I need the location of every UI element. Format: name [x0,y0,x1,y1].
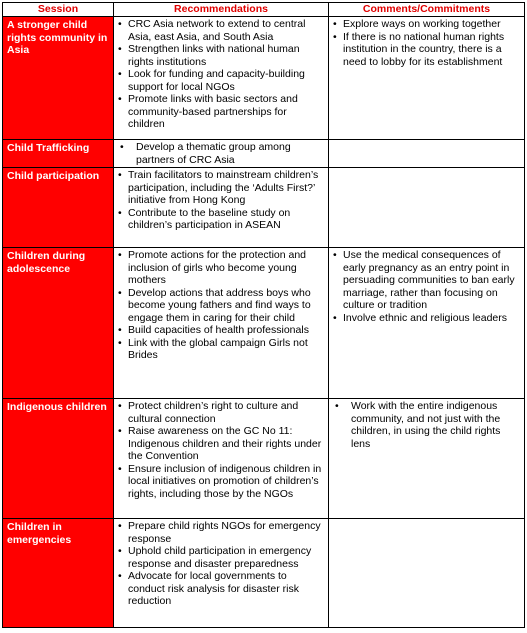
recommendation-item: • Advocate for local governments to conduct risk analysis for disaster risk reduction [114,570,326,608]
table-row [3,248,525,399]
recommendations-cell [114,140,329,168]
recommendations-cell [114,168,329,248]
comments-cell [329,519,525,628]
header-row [3,3,525,17]
comments-cell [329,248,525,399]
recommendations-list [114,399,328,501]
session-cell: Indigenous children [3,399,114,519]
recommendation-item: • Link with the global campaign Girls not Brides [114,337,326,362]
recommendation-item: • Promote links with basic sectors and community-based partnerships for children [114,93,326,131]
recommendation-item: • Protect children’s right to culture and cultural connection [114,400,326,425]
recommendation-item: • Look for funding and capacity-building support for local NGOs [114,68,326,93]
recommendations-cell [114,248,329,399]
comments-cell [329,140,525,168]
session-cell: A stronger child rights community in Asia [3,17,114,140]
recommendation-item: • Develop actions that address boys who become young fathers and find ways to engage them in caring for their child [114,287,326,325]
comment-item: • Involve ethnic and religious leaders [329,312,522,325]
recommendations-list [114,248,328,363]
header-comments: Comments/Commitments [329,3,525,17]
table-row [3,519,525,628]
comment-item: • Explore ways on working together [329,18,522,31]
table-row [3,399,525,519]
recommendation-item: • Uphold child participation in emergency response and disaster preparedness [114,545,326,570]
recommendation-item: • Ensure inclusion of indigenous children in local initiatives on promotion of children’s rights, including those by the NGOs [114,463,326,501]
recommendations-list [114,17,328,132]
comments-cell [329,17,525,140]
table-row [3,140,525,168]
sessions-table [2,2,525,628]
recommendation-item: • CRC Asia network to extend to central Asia, east Asia, and South Asia [114,18,326,43]
comments-cell [329,168,525,248]
recommendation-item: • Promote actions for the protection and inclusion of girls who become young mothers [114,249,326,287]
header-recommendations: Recommendations [114,3,329,17]
recommendation-item: • Contribute to the baseline study on children’s participation in ASEAN [114,207,326,232]
comments-cell [329,399,525,519]
table-row [3,168,525,248]
recommendations-cell [114,17,329,140]
recommendations-cell [114,399,329,519]
session-cell: Children during adolescence [3,248,114,399]
recommendations-list [114,168,328,233]
recommendation-item: • Develop a thematic group among partners of CRC Asia [114,141,326,166]
recommendation-item: • Build capacities of health professionals [114,324,326,337]
session-cell: Child participation [3,168,114,248]
recommendations-list [114,519,328,609]
recommendations-list [114,140,328,167]
recommendation-item: • Train facilitators to mainstream children’s participation, including the ‘Adults First?’ initiative from Hong Kong [114,169,326,207]
comments-list [329,399,524,451]
comment-item: • If there is no national human rights institution in the country, there is a need to lobby for its establishment [329,31,522,69]
comments-list [329,248,524,325]
recommendation-item: • Raise awareness on the GC No 11: Indigenous children and their rights under the Convention [114,425,326,463]
session-cell: Child Trafficking [3,140,114,168]
comment-item: • Work with the entire indigenous community, and not just with the children, in using the child rights lens [329,400,522,450]
session-cell: Children in emergencies [3,519,114,628]
recommendation-item: • Prepare child rights NGOs for emergency response [114,520,326,545]
table-row [3,17,525,140]
comments-list [329,17,524,69]
recommendation-item: • Strengthen links with national human rights institutions [114,43,326,68]
comment-item: • Use the medical consequences of early pregnancy as an entry point in persuading communities to ban early marriage, rather than focusing on culture or tradition [329,249,522,312]
header-session: Session [3,3,114,17]
recommendations-cell [114,519,329,628]
